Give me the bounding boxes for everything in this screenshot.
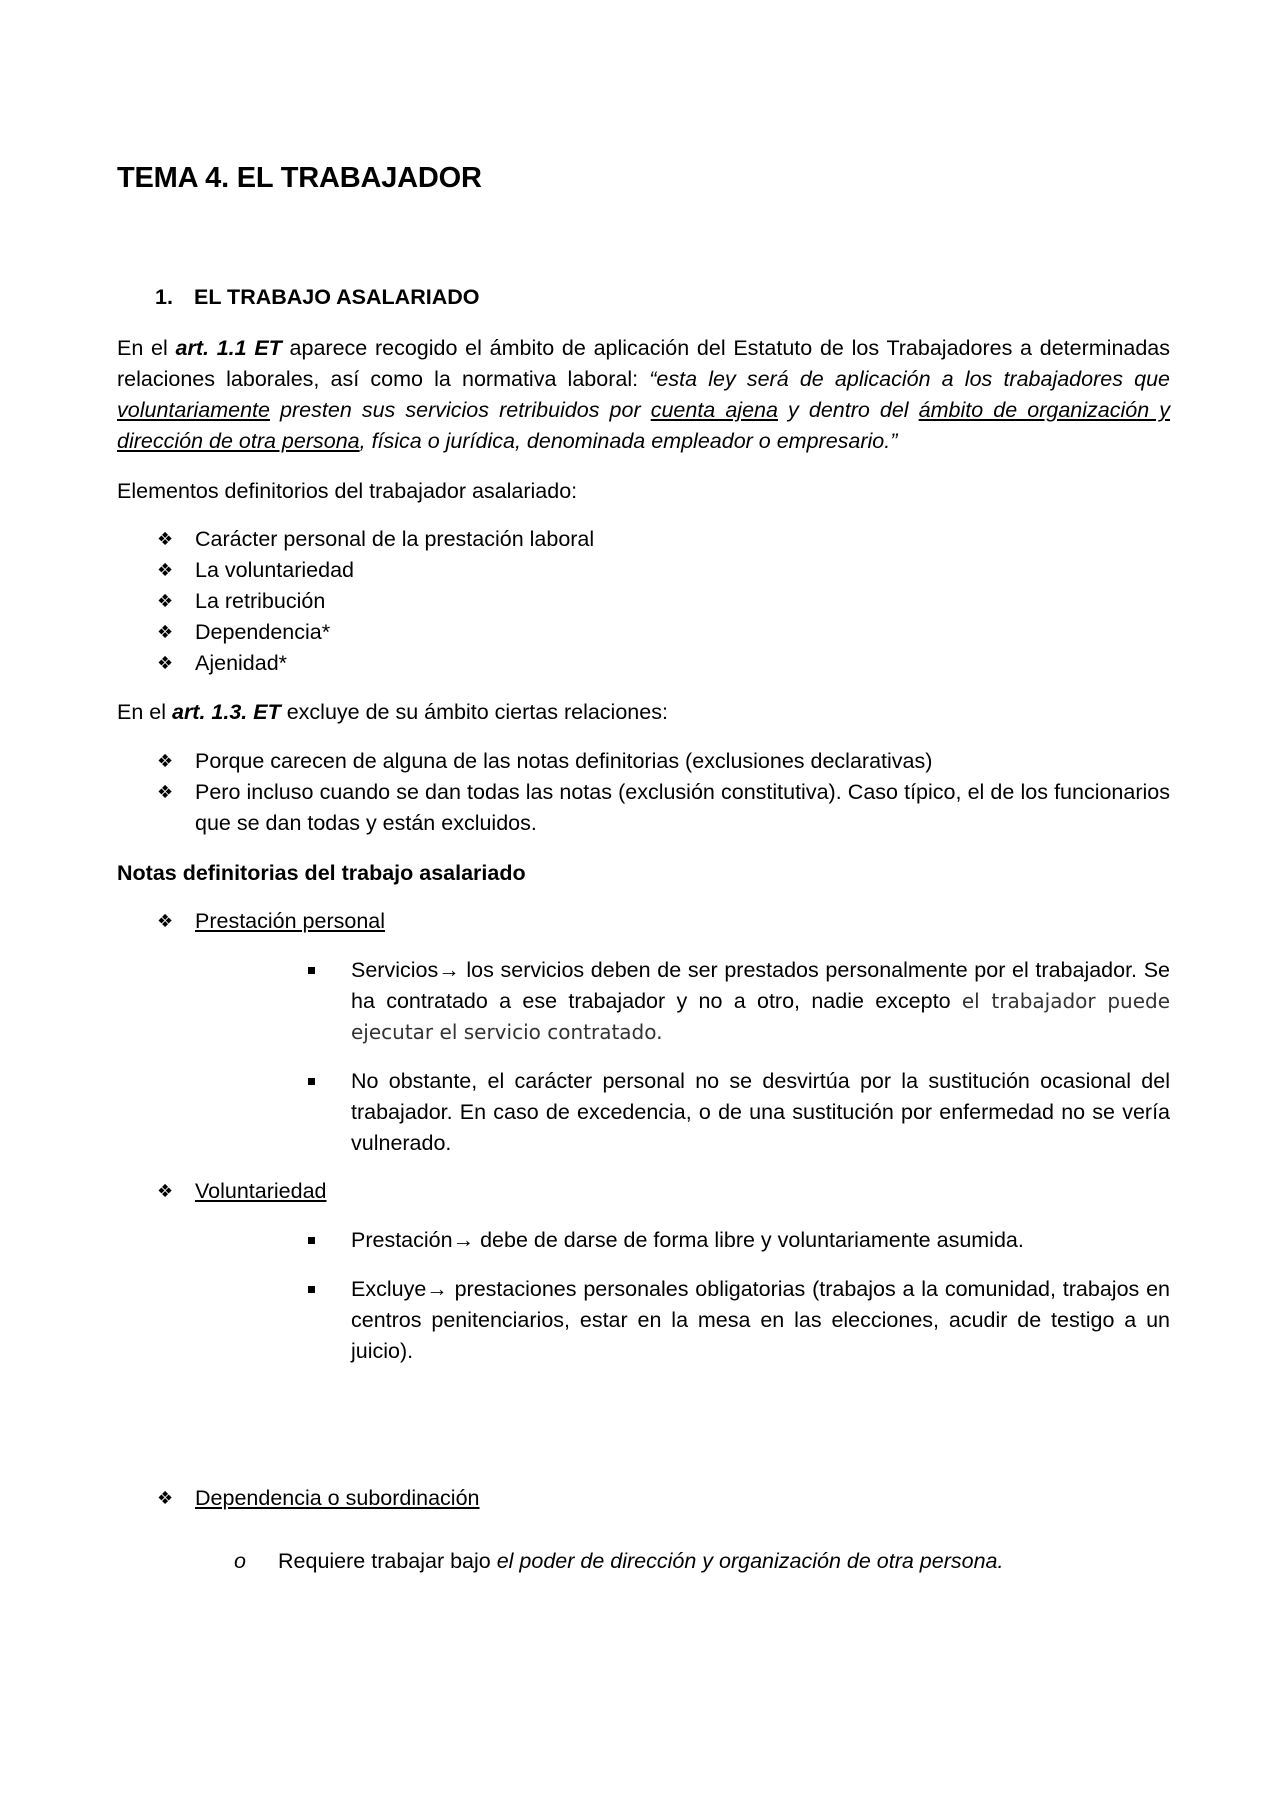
item-lead: Servicios — [351, 958, 439, 982]
diamond-bullet-icon: ❖ — [157, 591, 174, 611]
list-item-text: Pero incluso cuando se dan todas las notas (exclusión constitutiva). Caso típico, el de los funcionarios que se dan todas y están excluidos. — [195, 780, 1170, 835]
list-item-text: Carácter personal de la prestación laboral — [195, 527, 595, 551]
section-title: EL TRABAJO ASALARIADO — [194, 285, 480, 309]
quote-underlined: voluntariamente — [117, 398, 270, 422]
quote-underlined: cuenta ajena — [650, 398, 778, 422]
exclusions-list — [117, 746, 1170, 839]
list-item — [117, 777, 1170, 839]
section-number: 1. — [155, 285, 173, 309]
square-list-item — [351, 1274, 1170, 1367]
subheading-label: Dependencia o subordinación — [195, 1486, 480, 1510]
quote-text: “esta ley será de aplicación a los trabajadores que — [649, 367, 1170, 391]
list-item — [117, 524, 1170, 555]
o-bullet-icon: o — [234, 1549, 246, 1573]
intro-text: aparece recogido el ámbito de aplicación del Estatuto de los Trabajadores a determinadas relaciones laborales, así como la normativa laboral: — [117, 336, 1171, 391]
subheading-label: Voluntariedad — [195, 1179, 327, 1203]
square-bullet-icon — [308, 967, 315, 974]
square-list-item — [351, 1225, 1170, 1256]
diamond-bullet-icon: ❖ — [157, 560, 174, 580]
list-item-text: La voluntariedad — [195, 558, 354, 582]
arrow-icon: → — [438, 958, 460, 982]
page-title: TEMA 4. EL TRABAJADOR — [117, 162, 482, 194]
list-item — [117, 586, 1170, 617]
item-text: prestaciones personales obligatorias (trabajos a la comunidad, trabajos en centros penitenciarios, estar en la mesa en las elecciones, acudir de testigo a un juicio). — [351, 1277, 1170, 1363]
list-item — [117, 746, 1170, 777]
diamond-bullet-icon: ❖ — [157, 751, 174, 771]
elements-lead: Elementos definitorios del trabajador asalariado: — [117, 479, 578, 503]
diamond-bullet-icon: ❖ — [157, 911, 174, 931]
item-text-plain: Requiere trabajar bajo — [278, 1549, 497, 1573]
quote-text: y dentro del — [777, 398, 919, 422]
exclusions-text: En el — [117, 700, 172, 724]
quote-underlined: ámbito de organización y dirección de otra persona — [117, 398, 1171, 453]
item-lead: Prestación — [351, 1228, 453, 1252]
square-bullet-icon — [308, 1237, 315, 1244]
section-heading — [155, 282, 479, 313]
square-list-item — [351, 1066, 1170, 1159]
intro-paragraph — [117, 333, 1170, 457]
arrow-icon: → — [426, 1277, 448, 1301]
diamond-bullet-icon: ❖ — [157, 1488, 174, 1508]
quote-text: presten sus servicios retribuidos por — [269, 398, 651, 422]
list-item-text: Ajenidad* — [195, 651, 288, 675]
exclusions-text: excluye de su ámbito ciertas relaciones: — [280, 700, 668, 724]
notas-heading: Notas definitorias del trabajo asalariado — [117, 861, 526, 885]
exclusions-article-ref: art. 1.3. ET — [171, 700, 281, 724]
intro-text: En el — [117, 336, 176, 360]
item-text: debe de darse de forma libre y voluntariamente asumida. — [474, 1228, 1024, 1252]
list-item — [117, 648, 1170, 679]
item-text: los servicios deben de ser prestados personalmente por el trabajador. Se ha contratado a ese trabajador y no a otro, nadie excepto — [351, 958, 1170, 1013]
square-bullet-icon — [308, 1078, 315, 1085]
arrow-icon: → — [452, 1228, 475, 1252]
elements-list — [117, 524, 1170, 679]
exclusions-lead — [117, 697, 1170, 728]
diamond-bullet-icon: ❖ — [157, 653, 174, 673]
list-item — [117, 617, 1170, 648]
item-text-alt-font: el trabajador puede ejecutar el servicio contratado. — [351, 989, 1170, 1044]
diamond-bullet-icon: ❖ — [157, 529, 174, 549]
list-item-text: La retribución — [195, 589, 326, 613]
square-list-item — [351, 955, 1170, 1048]
quote-text: , física o jurídica, denominada empleador o empresario.” — [359, 429, 898, 453]
diamond-bullet-icon: ❖ — [157, 622, 174, 642]
diamond-bullet-icon: ❖ — [157, 782, 174, 802]
diamond-bullet-icon: ❖ — [157, 1181, 174, 1201]
list-item-text: Porque carecen de alguna de las notas definitorias (exclusiones declarativas) — [195, 749, 933, 773]
item-text — [278, 1546, 1003, 1577]
square-bullet-icon — [308, 1286, 315, 1293]
list-item — [117, 555, 1170, 586]
item-text: No obstante, el carácter personal no se desvirtúa por la sustitución ocasional del trabajador. En caso de excedencia, o de una sustitución por enfermedad no se vería vulnerado. — [351, 1069, 1170, 1155]
item-lead: Excluye — [351, 1277, 427, 1301]
subheading-label: Prestación personal — [195, 909, 386, 933]
item-text-italic: el poder de dirección y organización de otra persona. — [496, 1549, 1004, 1573]
intro-article-ref: art. 1.1 ET — [175, 336, 282, 360]
list-item-text: Dependencia* — [195, 620, 331, 644]
